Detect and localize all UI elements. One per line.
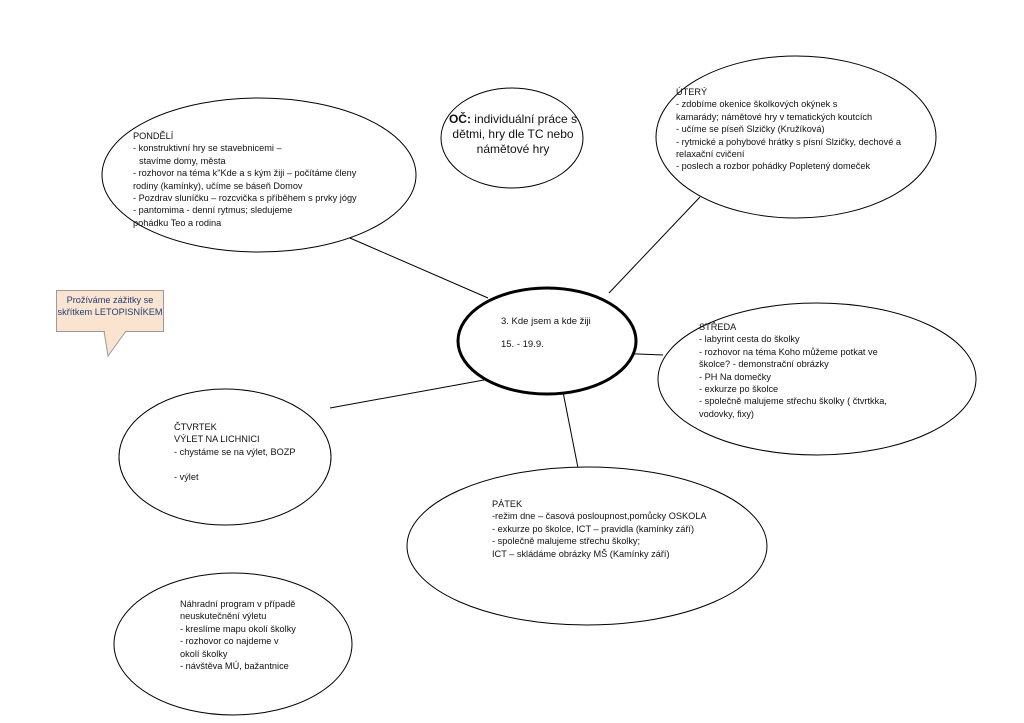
friday-line: -režim dne – časová posloupnost,pomůcky OSKOLA xyxy=(492,511,707,522)
callout-text: Prožíváme zážitky se skřítkem LETOPISNÍKEM xyxy=(57,295,163,317)
thursday-line: - výlet xyxy=(174,471,199,482)
goal-label: OČ: xyxy=(448,112,471,126)
wednesday-line: - společně malujeme střechu školky ( čtvrtkka, xyxy=(699,396,887,407)
center-title: 3. Kde jsem a kde žiji xyxy=(501,316,591,327)
alternative-line: okolí školky xyxy=(180,648,228,659)
friday-line: - společně malujeme střechu školky; xyxy=(492,536,641,547)
thursday-line: - chystáme se na výlet, BOZP xyxy=(174,446,296,457)
tuesday-title: ÚTERÝ xyxy=(676,87,708,97)
wednesday-line: školce? - demonstrační obrázky xyxy=(699,359,829,370)
thursday-text xyxy=(174,421,296,483)
alternative-line: - rozhovor co najdeme v xyxy=(180,636,279,647)
monday-line: - Pozdrav sluníčku – rozcvička s příběhem s prvky jógy xyxy=(133,193,357,204)
friday-line: ICT – skládáme obrázky MŠ (Kamínky září) xyxy=(492,548,670,559)
monday-text xyxy=(133,130,357,229)
monday-title: PONDĚLÍ xyxy=(133,131,174,141)
wednesday-line: - labyrint cesta do školky xyxy=(699,334,800,345)
monday-line: stavíme domy, města xyxy=(139,155,226,166)
tuesday-line: - rytmické a pohybové hrátky s písní Slzičky, dechové a xyxy=(676,136,902,147)
alternative-line: - návštěva MÚ, bažantnice xyxy=(180,661,289,672)
alternative-line: - kreslíme mapu okolí školky xyxy=(180,623,296,634)
alternative-text xyxy=(180,598,296,672)
monday-line: - konstruktivní hry se stavebnicemi – xyxy=(133,143,282,154)
connector-thursday xyxy=(330,380,484,408)
tuesday-line: - učíme se píseň Slzičky (Kružíková) xyxy=(676,124,825,135)
wednesday-title: STŘEDA xyxy=(699,322,737,332)
connector-monday xyxy=(343,235,488,298)
goal-text xyxy=(438,112,588,157)
monday-line: - rozhovor na téma k"Kde a s kým žiji – počítáme členy xyxy=(133,168,357,179)
wednesday-text xyxy=(699,321,887,420)
friday-line: - exkurze po školce, ICT – pravidla (kamínky září) xyxy=(492,523,695,534)
connector-friday xyxy=(563,392,580,478)
center-text xyxy=(501,316,591,363)
thursday-line xyxy=(174,458,296,470)
tuesday-line: kamarády; námětové hry v tematických koutcích xyxy=(676,111,873,122)
wednesday-line: vodovky, fixy) xyxy=(699,408,754,419)
monday-line: pohádku Teo a rodina xyxy=(133,217,222,228)
monday-line: - pantomima - denní rytmus; sledujeme xyxy=(133,205,293,216)
wednesday-line: - PH Na domečky xyxy=(699,371,771,382)
thursday-title: ČTVRTEK xyxy=(174,422,217,432)
friday-title: PÁTEK xyxy=(492,499,523,509)
goal-body: individuální práce s dětmi, hry dle TC nebo námětové hry xyxy=(452,112,578,156)
wednesday-line: - exkurze po školce xyxy=(699,384,779,395)
tuesday-line: relaxační cvičení xyxy=(676,149,745,160)
monday-line: rodiny (kamínky), učíme se báseň Domov xyxy=(133,180,303,191)
callout-tail xyxy=(104,331,126,356)
alternative-line: neuskutečnění výletu xyxy=(180,611,267,622)
alternative-line: Náhradní program v případě xyxy=(180,599,296,609)
connector-tuesday xyxy=(609,197,700,293)
tuesday-text xyxy=(676,86,901,173)
friday-text xyxy=(492,498,706,560)
wednesday-line: - rozhovor na téma Koho můžeme potkat ve xyxy=(699,346,878,357)
tuesday-line: - poslech a rozbor pohádky Popletený domeček xyxy=(676,161,871,172)
center-dates: 15. - 19.9. xyxy=(501,339,544,351)
callout-box xyxy=(56,290,164,332)
thursday-subtitle: VÝLET NA LICHNICI xyxy=(174,434,260,445)
tuesday-line: - zdobíme okenice školkových okýnek s xyxy=(676,99,838,110)
